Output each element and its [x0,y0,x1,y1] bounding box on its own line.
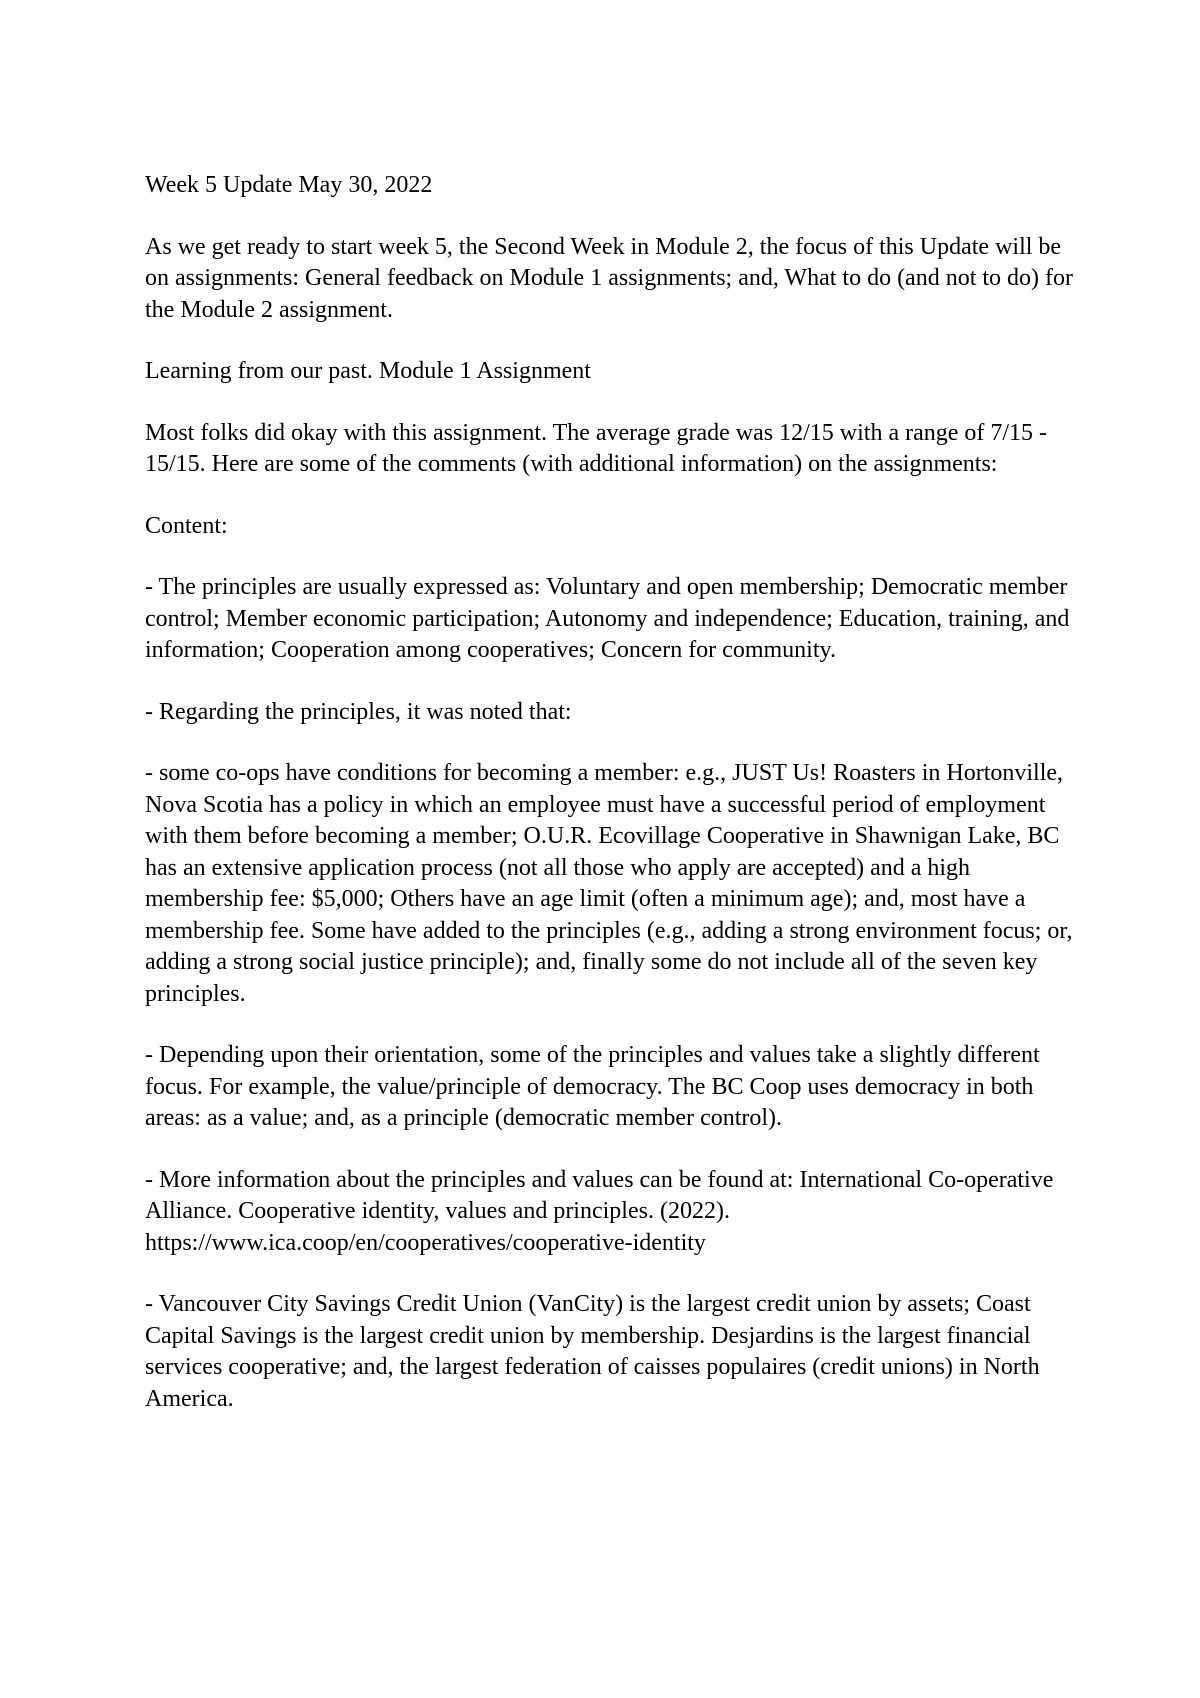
paragraph-membership-conditions: - some co-ops have conditions for becoming a member: e.g., JUST Us! Roasters in Hortonville, Nova Scotia has a policy in which an employee must have a successful period of employment with them before becoming a member; O.U.R. Ecovillage Cooperative in Shawnigan Lake, BC has an extensive application process (not all those who apply are accepted) and a high membership fee: $5,000; Others have an age limit (often a minimum age); and, most have a membership fee. Some have added to the principles (e.g., adding a strong environment focus; or, adding a strong social justice principle); and, finally some do not include all of the seven key principles. [145,760,1073,1007]
document-title: Week 5 Update May 30, 2022 [145,172,433,198]
paragraph-principles-noted: - Regarding the principles, it was noted that: [145,698,572,725]
paragraph-grades: Most folks did okay with this assignment. The average grade was 12/15 with a range of 7/15 - 15/15. Here are some of the comments (with additional information) on the assignments: [145,419,1048,477]
paragraph-principles-list: - The principles are usually expressed as: Voluntary and open membership; Democratic member control; Member economic participation; Autonomy and independence; Education, training, and information; Cooperation among cooperatives; Concern for community. [145,574,1070,663]
paragraph-more-information: - More information about the principles and values can be found at: International Co-operative Alliance. Cooperative identity, values and principles. (2022). https://www.ica.coop/en/cooperatives/cooperative-identity [145,1166,1054,1256]
section-heading-module-1: Learning from our past. Module 1 Assignment [145,358,591,384]
content-heading: Content: [145,512,228,539]
paragraph-credit-unions: - Vancouver City Savings Credit Union (VanCity) is the largest credit union by assets; Coast Capital Savings is the largest credit union by membership. Desjardins is the largest financial services cooperative; and, the largest federation of caisses populaires (credit unions) in North America. [145,1291,1040,1412]
paragraph-intro: As we get ready to start week 5, the Second Week in Module 2, the focus of this Update will be on assignments: General feedback on Module 1 assignments; and, What to do (and not to do) for the Module 2 assignment. [145,233,1074,323]
paragraph-orientation: - Depending upon their orientation, some of the principles and values take a slightly different focus. For example, the value/principle of democracy. The BC Coop uses democracy in both areas: as a value; and, as a principle (democratic member control). [145,1042,1040,1131]
document-page [145,170,1075,1445]
